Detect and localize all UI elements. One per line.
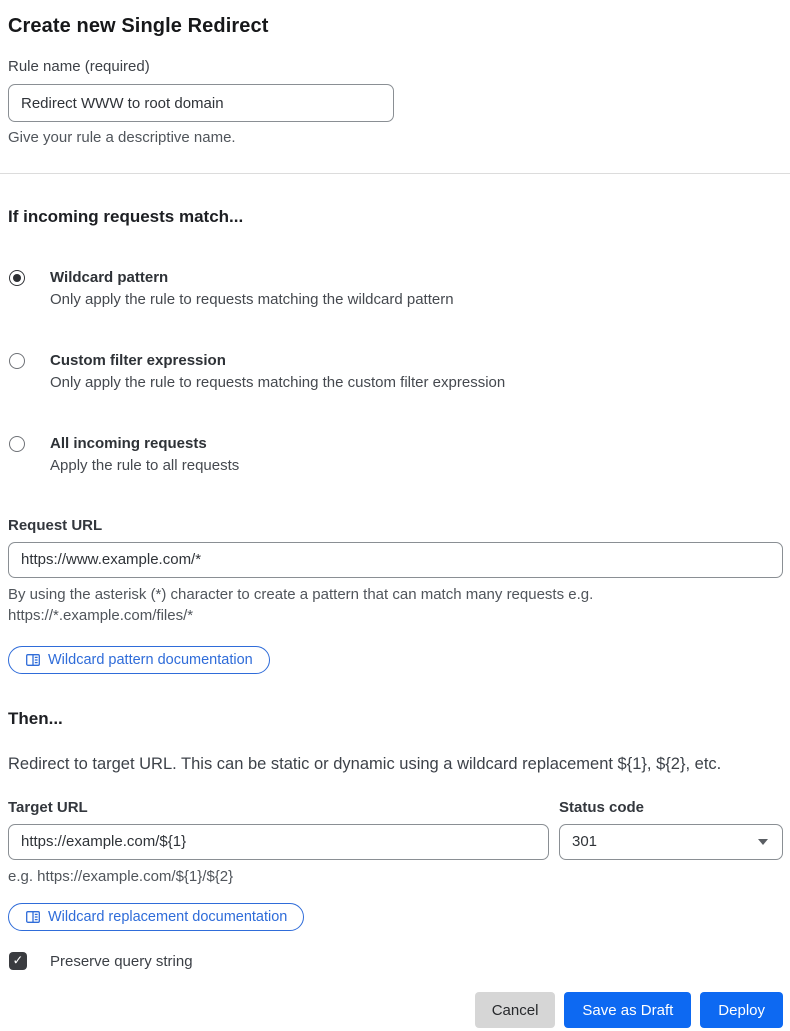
wildcard-pattern-docs-button[interactable] (8, 646, 270, 674)
rule-name-input[interactable] (8, 84, 394, 122)
target-url-help: e.g. https://example.com/${1}/${2} (8, 867, 234, 885)
radio-button-icon[interactable] (9, 436, 25, 452)
check-icon[interactable] (9, 952, 27, 970)
radio-description: Only apply the rule to requests matching the wildcard pattern (50, 290, 454, 308)
book-open-icon (25, 652, 41, 668)
deploy-button[interactable]: Deploy (700, 992, 783, 1028)
page-title: Create new Single Redirect (8, 15, 269, 37)
rule-name-label: Rule name (required) (8, 58, 150, 75)
preserve-query-row[interactable] (8, 952, 783, 970)
preserve-query-label[interactable]: Preserve query string (50, 952, 193, 970)
radio-option-wildcard-pattern[interactable] (8, 267, 783, 311)
rule-name-value: Redirect WWW to root domain (21, 94, 224, 112)
match-section-heading: If incoming requests match... (8, 206, 244, 226)
radio-texts (50, 350, 505, 394)
request-url-input[interactable] (8, 542, 783, 578)
save-as-draft-button[interactable]: Save as Draft (564, 992, 691, 1028)
target-url-column (8, 780, 549, 888)
caret-down-icon (758, 839, 768, 845)
status-code-select[interactable] (559, 824, 783, 860)
section-divider (0, 173, 790, 174)
radio-button-icon[interactable] (9, 270, 25, 286)
radio-texts (50, 267, 454, 311)
target-url-input[interactable] (8, 824, 549, 860)
request-url-label: Request URL (8, 516, 103, 534)
radio-label[interactable]: Custom filter expression (50, 351, 226, 369)
request-url-help (8, 584, 783, 627)
target-url-label: Target URL (8, 798, 88, 816)
target-status-row (8, 780, 783, 888)
radio-option-all-requests[interactable] (8, 433, 783, 477)
status-code-column (559, 780, 783, 888)
request-url-help-line1: By using the asterisk (*) character to create a pattern that can match many requests e.g. (8, 585, 594, 603)
radio-option-custom-filter[interactable] (8, 350, 783, 394)
radio-description: Apply the rule to all requests (50, 456, 240, 474)
status-code-value: 301 (572, 833, 598, 850)
status-code-label: Status code (559, 798, 645, 816)
request-url-value: https://www.example.com/* (21, 551, 202, 568)
radio-button-icon[interactable] (9, 353, 25, 369)
doc-button-label: Wildcard pattern documentation (48, 651, 253, 668)
radio-description: Only apply the rule to requests matching the custom filter expression (50, 373, 506, 391)
book-open-icon (25, 909, 41, 925)
form-footer (8, 992, 783, 1028)
radio-texts (50, 433, 239, 477)
then-section-heading: Then... (8, 708, 63, 728)
radio-label[interactable]: Wildcard pattern (50, 268, 169, 286)
doc-button-label: Wildcard replacement documentation (48, 909, 288, 925)
rule-name-help: Give your rule a descriptive name. (8, 129, 236, 146)
wildcard-replacement-docs-button[interactable] (8, 903, 304, 931)
target-url-value: https://example.com/${1} (21, 833, 187, 850)
cancel-button[interactable]: Cancel (475, 992, 556, 1028)
then-description: Redirect to target URL. This can be static or dynamic using a wildcard replacement ${1}, ${2}, etc. (8, 754, 722, 773)
match-type-radio-group (8, 267, 783, 477)
radio-label[interactable]: All incoming requests (50, 434, 207, 452)
request-url-help-line2: https://*.example.com/files/* (8, 607, 194, 624)
